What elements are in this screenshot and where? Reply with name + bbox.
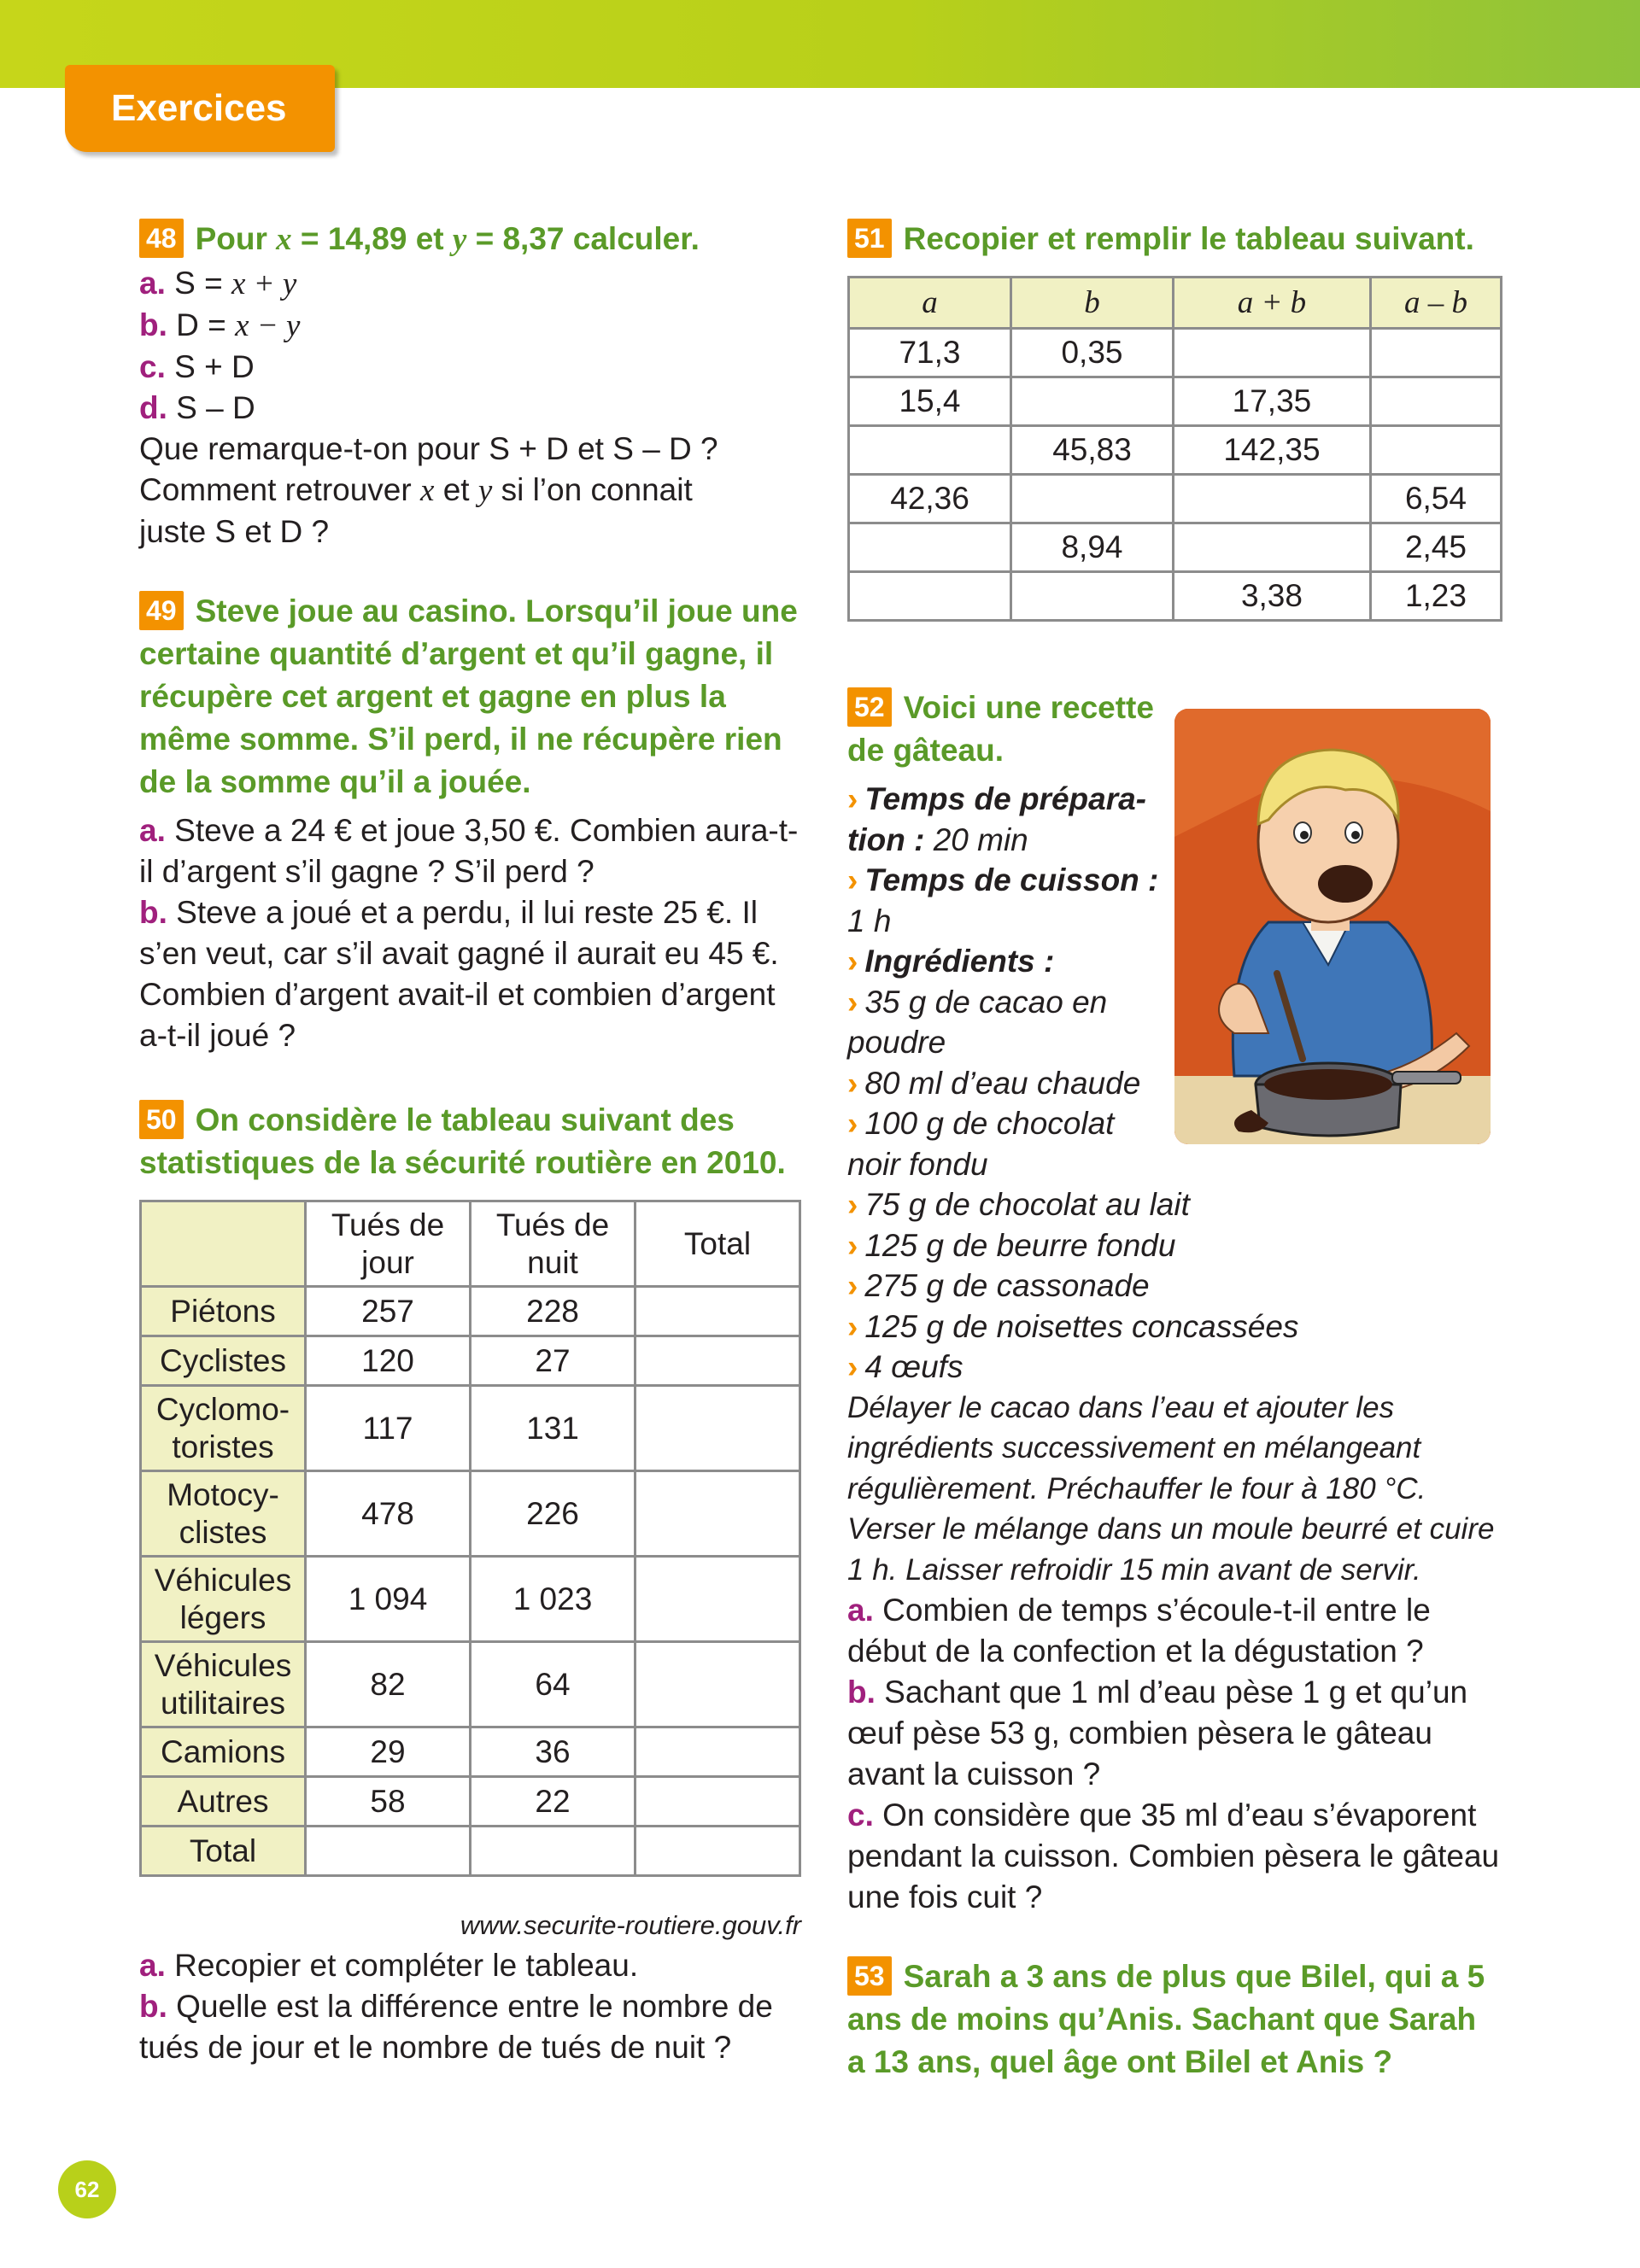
prep-value: 20 min: [933, 821, 1028, 857]
boy-baking-illustration: [1174, 709, 1491, 1144]
right-column: [847, 218, 1501, 2084]
cell: [1174, 523, 1371, 572]
exercise-number: 53: [847, 1956, 892, 1996]
ingredient-text: 75 g de chocolat au lait: [864, 1187, 1190, 1222]
exercise-51-title: [847, 218, 1501, 260]
cell: 3,38: [1174, 572, 1371, 621]
table-row: [849, 426, 1502, 475]
question-text: On considère que 35 ml d’eau s’évaporent pendant la cuisson. Combien pèsera le gâteau une fois cuit ?: [847, 1797, 1500, 1914]
cell-total: [636, 1827, 800, 1876]
exercise-number: 48: [139, 219, 184, 258]
cell-total: [636, 1287, 800, 1336]
left-column: [139, 218, 801, 2068]
cell: 8,94: [1011, 523, 1174, 572]
question-text: S + D: [174, 349, 255, 384]
exercise-50-title: [139, 1099, 801, 1184]
ingredient-item: [847, 1306, 1501, 1347]
cell: [1011, 475, 1174, 523]
exercise-52-title: [847, 687, 1172, 772]
question-text: Sachant que 1 ml d’eau pèse 1 g et qu’un œuf pèse 53 g, combien pèsera le gâteau avant la cuisson ?: [847, 1675, 1468, 1792]
cell: [1011, 377, 1174, 426]
var-y: y: [452, 222, 467, 257]
header-day: Tués de jour: [306, 1201, 471, 1287]
cell-night: 226: [471, 1471, 636, 1557]
ingredient-item: [847, 1266, 1501, 1306]
question-text: Quelle est la différence entre le nombre de tués de jour et le nombre de tués de nuit ?: [139, 1989, 773, 2065]
question-label: a.: [139, 266, 166, 301]
question-text: et: [434, 472, 478, 507]
chevron-right-icon: ›: [847, 944, 858, 979]
cell-total: [636, 1386, 800, 1471]
question-label: b.: [139, 307, 167, 342]
question-text: Steve a joué et a perdu, il lui reste 25 €. Il s’en veut, car s’il avait gagné il aurait eu 45 €. Combien d’argent avait-il et combien d’argent a-t-il joué ?: [139, 895, 779, 1053]
cell-day: 478: [306, 1471, 471, 1557]
boy-baking-drawing: [1174, 709, 1491, 1144]
cell: 6,54: [1370, 475, 1501, 523]
exercise-49: [139, 590, 801, 1056]
question-a: [139, 1945, 801, 1986]
row-label: Motocy-clistes: [141, 1471, 306, 1557]
chevron-right-icon: ›: [847, 862, 858, 897]
question-a: [139, 263, 801, 305]
chevron-right-icon: ›: [847, 1308, 858, 1344]
cell: [1370, 377, 1501, 426]
row-label: Autres: [141, 1777, 306, 1827]
var-x: x: [420, 473, 435, 508]
title-text: Sarah a 3 ans de plus que Bilel, qui a 5 ans de moins qu’Anis. Sachant que Sarah a 13 ans, quel âge ont Bilel et Anis ?: [847, 1959, 1485, 2079]
chevron-right-icon: ›: [847, 984, 858, 1020]
math-expr: x − y: [235, 308, 301, 343]
exercise-number: 52: [847, 687, 892, 727]
exercise-48: [139, 218, 801, 552]
cell-total: [636, 1557, 800, 1642]
cell-total: [636, 1727, 800, 1777]
table-row: [849, 475, 1502, 523]
title-text: Steve joue au casino. Lorsqu’il joue une certaine quantité d’argent et qu’il gagne, il récupère cet argent et gagne en plus la même somme. S’il perd, il ne récupère rien de la somme qu’il a jouée.: [139, 593, 798, 799]
question-text: Combien de temps s’écoule-t-il entre le début de la confection et la dégustation ?: [847, 1593, 1431, 1669]
question-label: a.: [847, 1593, 874, 1628]
cell: 2,45: [1370, 523, 1501, 572]
title-text: Recopier et remplir le tableau suivant.: [903, 221, 1474, 256]
cell-night: 22: [471, 1777, 636, 1827]
question-remark: Que remarque-t-on pour S + D et S – D ?: [139, 431, 718, 466]
prep-time: [847, 779, 1163, 860]
title-text: Voici une recette de gâteau.: [847, 690, 1154, 768]
ingredient-item: [847, 1103, 1146, 1184]
var-x: x: [276, 222, 292, 257]
question-label: a.: [139, 813, 166, 848]
cell: 1,23: [1370, 572, 1501, 621]
row-label: Véhicules utilitaires: [141, 1642, 306, 1727]
cell-night: [471, 1827, 636, 1876]
cell-night: 228: [471, 1287, 636, 1336]
ingredient-text: 80 ml d’eau chaude: [864, 1065, 1141, 1101]
ingredient-item: [847, 1347, 1501, 1388]
cell: [1011, 572, 1174, 621]
row-label: Cyclistes: [141, 1336, 306, 1386]
table-row: [141, 1777, 800, 1827]
chevron-right-icon: ›: [847, 1065, 858, 1101]
cell-day: 82: [306, 1642, 471, 1727]
question-label: b.: [847, 1675, 876, 1710]
section-tab: Exercices: [65, 65, 335, 152]
ingredients-label: Ingrédients :: [864, 944, 1055, 979]
question-text: si l’on connait: [492, 472, 693, 507]
table-row: [141, 1471, 800, 1557]
instructions: Délayer le cacao dans l’eau et ajouter les ingrédients successivement en mélangeant régulièrement. Préchauffer le four à 180 °C. Verser le mélange dans un moule beurré et cuire 1 h. Laisser refroidir 15 min avant de servir.: [847, 1390, 1495, 1587]
exercise-number: 49: [139, 591, 184, 630]
row-label: Piétons: [141, 1287, 306, 1336]
cell-night: 36: [471, 1727, 636, 1777]
exercise-52-questions: [847, 1590, 1501, 1918]
question-a: [139, 810, 801, 892]
ingredient-text: 4 œufs: [864, 1349, 964, 1384]
exercise-48-title: [139, 218, 801, 261]
chevron-right-icon: ›: [847, 1106, 858, 1141]
cell: 142,35: [1174, 426, 1371, 475]
header-total: Total: [636, 1201, 800, 1287]
header-diff: a – b: [1370, 278, 1501, 329]
table-header-row: [849, 278, 1502, 329]
sum-diff-table: [847, 276, 1502, 622]
row-label: Total: [141, 1827, 306, 1876]
ingredient-item: [847, 1184, 1501, 1225]
question-b: [139, 1986, 801, 2068]
cook-label: Temps de cuisson :: [864, 862, 1159, 897]
ingredient-item: [847, 1225, 1501, 1266]
source-citation: www.securite-routiere.gouv.fr: [460, 1910, 801, 1940]
table-header-row: [141, 1201, 800, 1287]
table-row: [141, 1336, 800, 1386]
cell: [1174, 475, 1371, 523]
cell-night: 131: [471, 1386, 636, 1471]
question-text: Recopier et compléter le tableau.: [174, 1948, 639, 1983]
table-row: [141, 1557, 800, 1642]
cell-night: 27: [471, 1336, 636, 1386]
exercise-number: 51: [847, 219, 892, 258]
cell-total: [636, 1336, 800, 1386]
header-sum: a + b: [1174, 278, 1371, 329]
question-retrieve: [139, 470, 801, 552]
title-text: On considère le tableau suivant des statistiques de la sécurité routière en 2010.: [139, 1102, 786, 1180]
cell-total: [636, 1471, 800, 1557]
cell-night: 64: [471, 1642, 636, 1727]
cell: 15,4: [849, 377, 1011, 426]
table-row: [849, 572, 1502, 621]
question-text: juste S et D ?: [139, 514, 330, 549]
cell-day: 257: [306, 1287, 471, 1336]
exercise-53: [847, 1955, 1501, 2084]
ingredient-text: 35 g de cacao en poudre: [847, 984, 1108, 1060]
title-text: Pour: [195, 221, 277, 256]
question-text: S – D: [176, 390, 255, 425]
question-a: [847, 1590, 1501, 1672]
title-text: = 8,37 calculer.: [466, 221, 700, 256]
question-b: [847, 1672, 1501, 1795]
question-text: D =: [176, 307, 236, 342]
title-text: = 14,89 et: [291, 221, 453, 256]
question-b: [139, 305, 801, 347]
question-label: c.: [847, 1797, 874, 1833]
table-row: [849, 523, 1502, 572]
question-d: [139, 388, 801, 429]
question-c: [847, 1795, 1501, 1918]
table-row: [141, 1642, 800, 1727]
cell-night: 1 023: [471, 1557, 636, 1642]
var-y: y: [477, 473, 493, 508]
cell: 0,35: [1011, 329, 1174, 377]
question-label: a.: [139, 1948, 166, 1983]
cell-day: 120: [306, 1336, 471, 1386]
header-night: Tués de nuit: [471, 1201, 636, 1287]
question-text: S =: [174, 266, 231, 301]
table-row: [141, 1386, 800, 1471]
cell: 42,36: [849, 475, 1011, 523]
road-safety-table: [139, 1200, 801, 1877]
header-b: b: [1011, 278, 1174, 329]
exercise-50: [139, 1099, 801, 2068]
cell-total: [636, 1642, 800, 1727]
exercise-50-body: [139, 1945, 801, 2068]
chevron-right-icon: ›: [847, 1187, 858, 1222]
cell: [849, 572, 1011, 621]
ingredient-item: [847, 982, 1138, 1063]
cell: [849, 523, 1011, 572]
cell: [1370, 329, 1501, 377]
cell-day: 117: [306, 1386, 471, 1471]
ingredient-text: 125 g de noisettes concassées: [864, 1308, 1299, 1344]
ingredient-text: 100 g de chocolat noir fondu: [847, 1106, 1115, 1182]
cell: [1370, 426, 1501, 475]
table-row: [141, 1287, 800, 1336]
exercise-49-body: [139, 810, 801, 1056]
ingredient-text: 275 g de cassonade: [864, 1268, 1150, 1303]
question-c: [139, 347, 801, 388]
header-corner: [141, 1201, 306, 1287]
question-label: b.: [139, 1989, 167, 2024]
cell: 71,3: [849, 329, 1011, 377]
math-expr: x + y: [231, 266, 297, 301]
question-label: d.: [139, 390, 167, 425]
cell: 45,83: [1011, 426, 1174, 475]
row-label: Camions: [141, 1727, 306, 1777]
cell-total: [636, 1777, 800, 1827]
exercise-number: 50: [139, 1100, 184, 1139]
chevron-right-icon: ›: [847, 1268, 858, 1303]
prep-label: Temps de prépara-tion :: [847, 781, 1147, 857]
cell-day: 58: [306, 1777, 471, 1827]
exercise-53-title: [847, 1955, 1501, 2084]
question-text: Steve a 24 € et joue 3,50 €. Combien aura-t-il d’argent s’il gagne ? S’il perd ?: [139, 813, 799, 889]
cell: [1174, 329, 1371, 377]
cook-time: [847, 860, 1163, 941]
question-label: c.: [139, 349, 166, 384]
question-b: [139, 892, 801, 1056]
table-row: [849, 377, 1502, 426]
cell-day: [306, 1827, 471, 1876]
header-a: a: [849, 278, 1011, 329]
exercise-51: [847, 218, 1501, 622]
table-row: [141, 1827, 800, 1876]
cell-day: 29: [306, 1727, 471, 1777]
row-label: Véhicules légers: [141, 1557, 306, 1642]
ingredient-text: 125 g de beurre fondu: [864, 1227, 1176, 1263]
cell: 17,35: [1174, 377, 1371, 426]
row-label: Cyclomo-toristes: [141, 1386, 306, 1471]
cell-day: 1 094: [306, 1557, 471, 1642]
chevron-right-icon: ›: [847, 1349, 858, 1384]
chevron-right-icon: ›: [847, 781, 858, 816]
exercise-49-title: [139, 590, 801, 804]
exercise-48-body: [139, 263, 801, 552]
chevron-right-icon: ›: [847, 1227, 858, 1263]
table-row: [849, 329, 1502, 377]
table-row: [141, 1727, 800, 1777]
page-number: 62: [58, 2160, 116, 2218]
cell: [849, 426, 1011, 475]
question-text: Comment retrouver: [139, 472, 420, 507]
cook-value: 1 h: [847, 903, 892, 938]
question-label: b.: [139, 895, 167, 930]
